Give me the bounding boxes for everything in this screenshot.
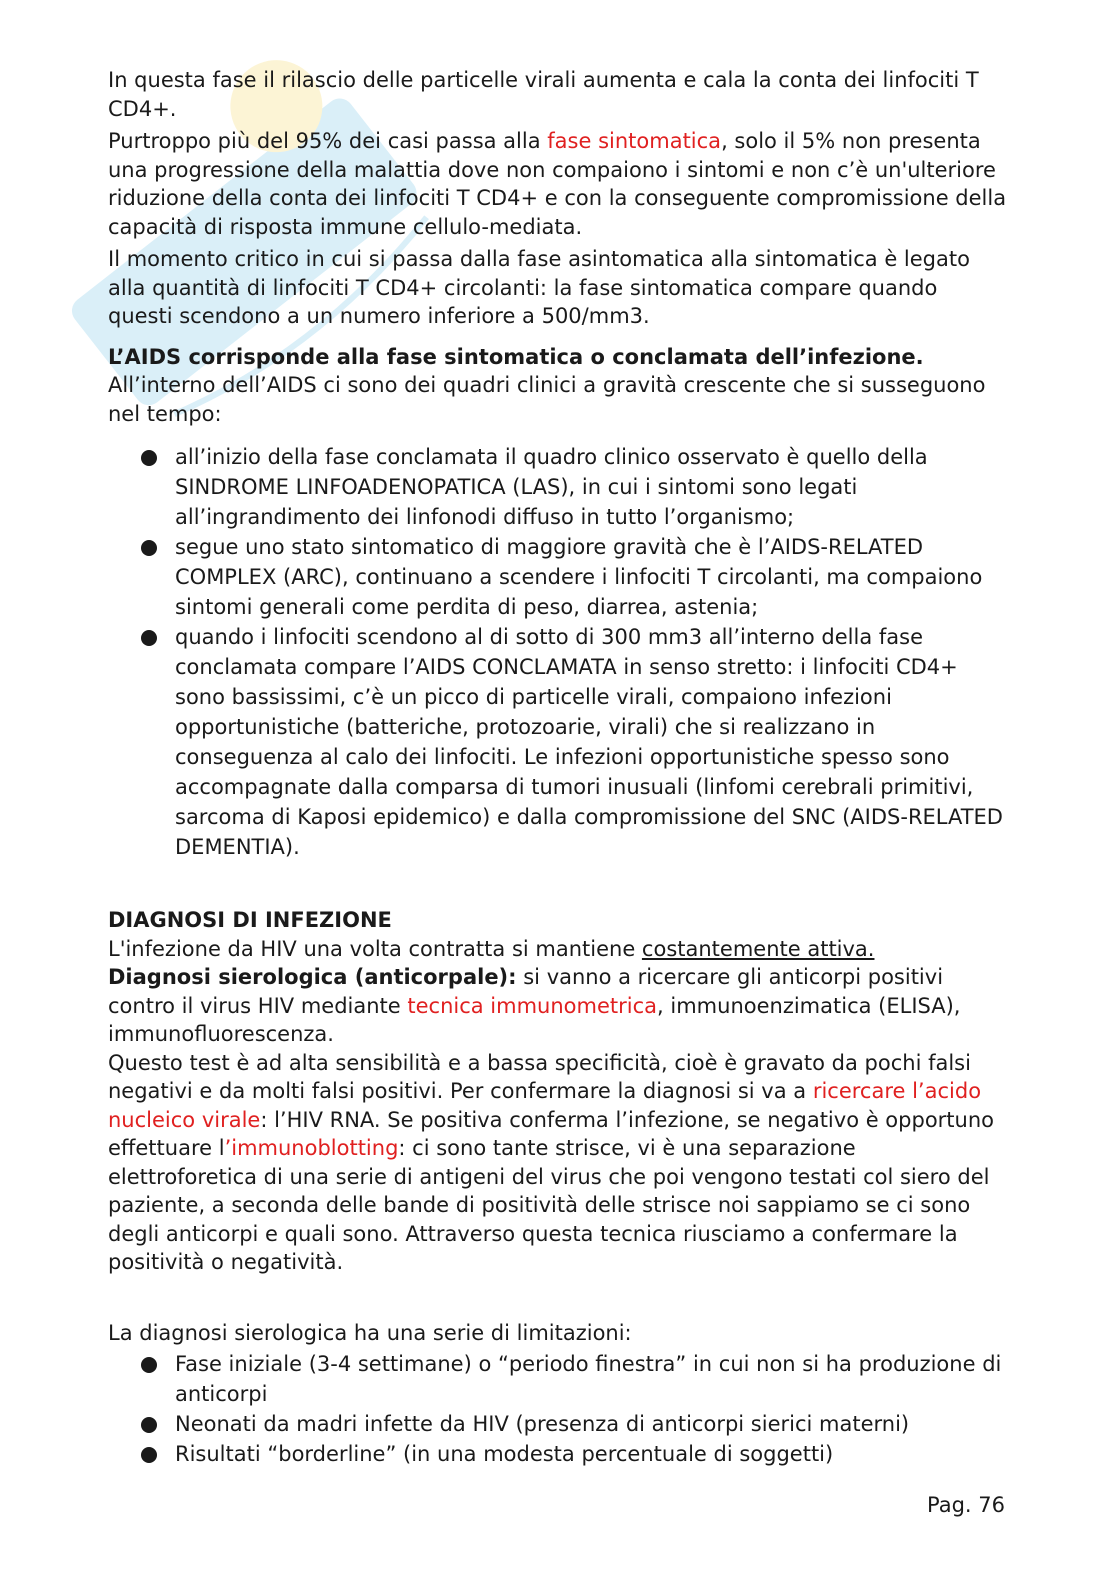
list-item xyxy=(108,1349,1008,1409)
paragraph-progression xyxy=(108,127,1008,241)
text-span: : ci sono tante strisce, vi è una separazione elettroforetica di una serie di antigeni del virus che poi vengono testati col siero del paziente, a seconda delle bande di positività delle strisce noi sappiamo se ci sono degli anticorpi e quali sono. Attraverso questa tecnica riusciamo a confermare la positività o negatività. xyxy=(108,1136,990,1274)
highlight-fase-sintomatica: fase sintomatica xyxy=(547,129,722,153)
list-item-text: quando i linfociti scendono al di sotto di 300 mm3 all’interno della fase conclamata compare l’AIDS CONCLAMATA in senso stretto: i linfociti CD4+ sono bassissimi, c’è un picco di particelle virali, compaiono infezioni opportunistiche (batteriche, protozoarie, virali) che si realizzano in conseguenza al calo dei linfociti. Le infezioni opportunistiche spesso sono accompagnate dalla comparsa di tumori inusuali (linfomi cerebrali primitivi, sarcoma di Kaposi epidemico) e dalla compromissione del SNC (AIDS-RELATED DEMENTIA). xyxy=(175,625,1003,859)
text-span: , immunoenzimatica (ELISA), immunofluorescenza. xyxy=(108,993,961,1046)
text-span: L'infezione da HIV una volta contratta si mantiene xyxy=(108,936,642,961)
aids-intro: All’interno dell’AIDS ci sono dei quadri clinici a gravità crescente che si susseguono nel tempo: xyxy=(108,373,986,426)
list-item-text: segue uno stato sintomatico di maggiore gravità che è l’AIDS-RELATED COMPLEX (ARC), continuano a scendere i linfociti T circolanti, ma compaiono sintomi generali come perdita di peso, diarrea, astenia; xyxy=(175,535,983,619)
list-item-text: Neonati da madri infette da HIV (presenza di anticorpi sierici materni) xyxy=(175,1412,910,1436)
paragraph-serologic-diagnosis xyxy=(108,963,1008,1049)
highlight-tecnica: tecnica immunometrica xyxy=(407,993,658,1018)
bullet-icon xyxy=(141,1417,157,1433)
text-span: Questo test è ad alta sensibilità e a bassa specificità, cioè è gravato da pochi falsi negativi e da molti falsi positivi. Per confermare la diagnosi si va a xyxy=(108,1050,971,1103)
bullet-icon xyxy=(141,630,157,646)
paragraph-test-sensitivity xyxy=(108,1049,1008,1277)
text-span: si vanno a ricercare gli anticorpi positivi contro il virus HIV mediante xyxy=(108,965,944,1018)
page-number: Pag. 76 xyxy=(927,1493,1005,1517)
aids-stages-list xyxy=(108,442,1008,862)
list-item-text: all’inizio della fase conclamata il quadro clinico osservato è quello della SINDROME LINFOADENOPATICA (LAS), in cui i sintomi sono legati all’ingrandimento dei linfonodi diffuso in tutto l’organismo; xyxy=(175,445,928,529)
list-item xyxy=(108,1439,1008,1469)
aids-definition xyxy=(108,343,1008,372)
paragraph-infection-active xyxy=(108,935,1008,964)
limitations-intro: La diagnosi sierologica ha una serie di limitazioni: xyxy=(108,1320,632,1345)
list-item xyxy=(108,532,1008,622)
paragraph-critical-moment: Il momento critico in cui si passa dalla fase asintomatica alla sintomatica è legato alla quantità di linfociti T CD4+ circolanti: la fase sintomatica compare quando questi scendono a un numero inferiore a 500/mm3. xyxy=(108,247,970,328)
text-span: , solo il 5% non presenta una progressione della malattia dove non compaiono i sintomi e non c’è un'ulteriore riduzione della conta dei linfociti T CD4+ e con la conseguente compromissione della capacità di risposta immune cellulo-mediata. xyxy=(108,129,1007,239)
bullet-icon xyxy=(141,1447,157,1463)
list-item xyxy=(108,442,1008,532)
underlined-text: costantemente attiva. xyxy=(641,936,875,961)
page-content xyxy=(108,66,1008,1469)
text-span: : l’HIV RNA. Se positiva conferma l’infezione, se negativo è opportuno effettuare l xyxy=(108,1107,995,1160)
list-item xyxy=(108,1409,1008,1439)
bullet-icon xyxy=(141,540,157,556)
serologic-diagnosis-bold: Diagnosi sierologica (anticorpale): xyxy=(108,965,517,989)
bullet-icon xyxy=(141,450,157,466)
list-item xyxy=(108,622,1008,862)
section-heading-diagnosi: DIAGNOSI DI INFEZIONE xyxy=(108,908,392,932)
highlight-acido-nucleico: ricercare l’acido nucleico virale xyxy=(108,1079,982,1132)
aids-definition-bold: L’AIDS corrisponde alla fase sintomatica o conclamata dell’infezione. xyxy=(108,344,924,369)
highlight-immunoblotting: ’immunoblotting xyxy=(224,1136,399,1160)
bullet-icon xyxy=(141,1357,157,1373)
paragraph-phase-release: In questa fase il rilascio delle particelle virali aumenta e cala la conta dei linfociti T CD4+. xyxy=(108,68,979,121)
text-span: Purtroppo più del 95% dei casi passa alla xyxy=(108,129,548,153)
list-item-text: Risultati “borderline” (in una modesta percentuale di soggetti) xyxy=(175,1442,834,1466)
list-item-text: Fase iniziale (3-4 settimane) o “periodo finestra” in cui non si ha produzione di anticorpi xyxy=(175,1352,1002,1406)
limitations-list xyxy=(108,1349,1008,1469)
